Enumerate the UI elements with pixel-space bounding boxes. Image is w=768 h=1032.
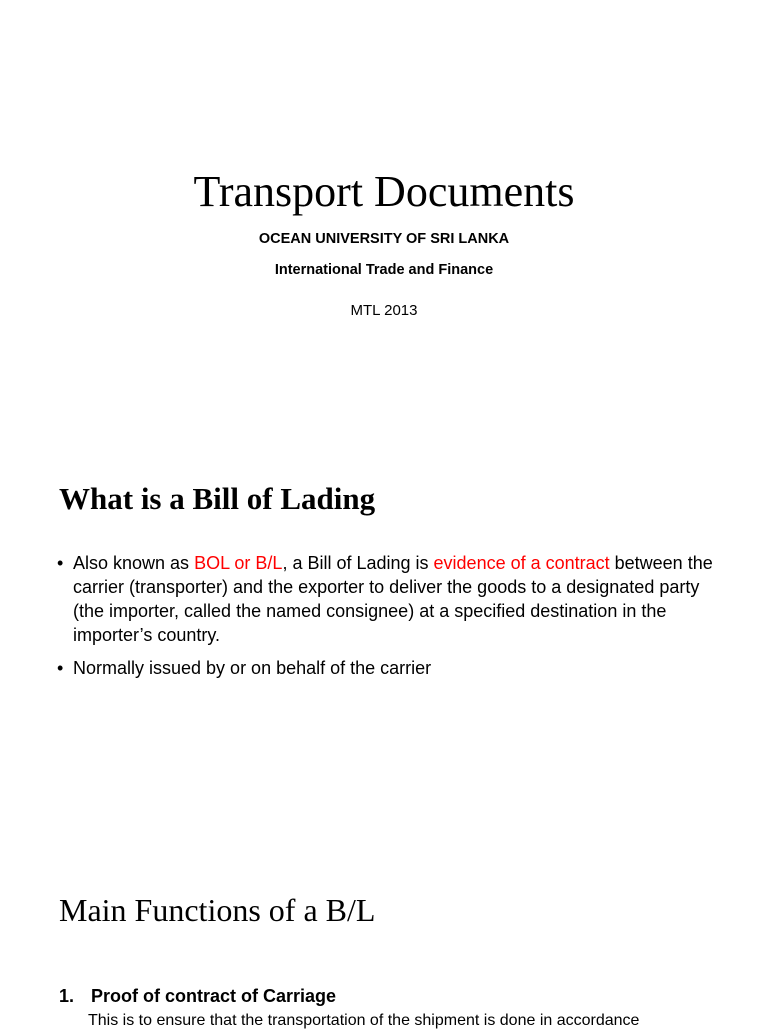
bullet-item [57,551,717,647]
title-slide [0,0,768,430]
bullet-item [57,656,717,680]
bullet-list [57,551,717,689]
slide-heading: What is a Bill of Lading [59,481,376,516]
highlight-text: evidence of a contract [433,553,610,573]
organization-name: OCEAN UNIVERSITY OF SRI LANKA [258,231,510,247]
item-description: This is to ensure that the transportation of the shipment is done in accordance [88,1012,640,1029]
course-code: MTL 2013 [350,302,418,319]
course-name: International Trade and Finance [274,262,494,278]
slide-title: Transport Documents [193,167,575,216]
highlight-text: BOL or B/L [194,553,283,573]
bullet-text: Also known as [73,553,195,573]
bullet-marker: • [57,553,64,573]
bill-of-lading-slide [0,430,768,810]
bullet-marker: • [57,658,64,678]
numbered-item [59,984,336,1008]
bullet-text: Normally issued by or on behalf of the carrier [73,658,432,678]
bullet-text: , a Bill of Lading is [282,553,434,573]
item-title: Proof of contract of Carriage [91,986,337,1006]
functions-slide [0,810,768,1029]
slide-heading: Main Functions of a B/L [59,892,376,928]
bullet-text: between the carrier (transporter) and the exporter to deliver the goods to a designated party (the importer, called the named consignee) at a specified destination in the importer’s country. [73,553,713,645]
item-number: 1. [59,986,75,1006]
